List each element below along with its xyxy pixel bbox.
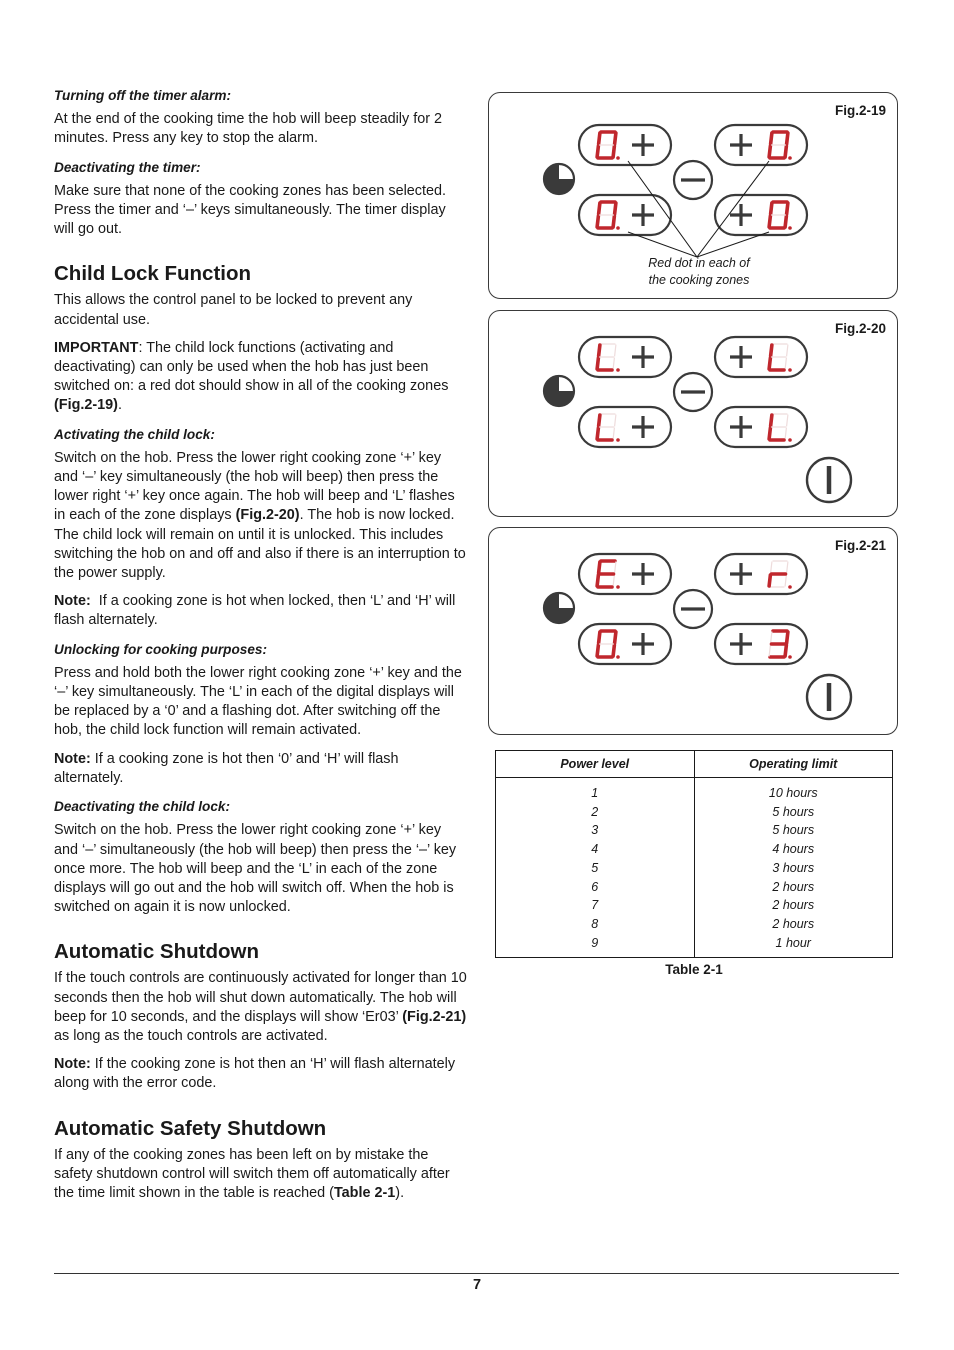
display-segment: [597, 358, 598, 369]
decimal-dot: [788, 368, 792, 372]
figure-label: Fig.2-19: [834, 103, 886, 118]
display-segment: [599, 415, 600, 426]
safety-table-ref: Table 2-1: [333, 1184, 396, 1201]
decimal-dot: [788, 156, 792, 160]
operating-limit-cell: 4 hours: [772, 842, 815, 857]
header-power-level: Power level: [496, 751, 695, 778]
power-level-cell: 9: [591, 935, 599, 950]
important-text: : The child lock functions (activating and deactivating) can only be used when the hob has just been switched on: a red dot should show in all of the cooking zones: [54, 339, 449, 395]
operating-limit-cell: 2 hours: [772, 898, 815, 913]
deactivating-heading: Deactivating the child lock:: [54, 799, 231, 815]
display-segment: [599, 562, 600, 573]
display-segment: [769, 575, 770, 586]
zone-key-left: [579, 125, 671, 165]
safety-paragraph: [54, 1146, 468, 1204]
power-level-cell: 2: [591, 804, 599, 819]
zone-key-outline: [715, 407, 807, 447]
display-segment: [613, 146, 614, 157]
zone-key-left: [579, 624, 671, 664]
display-segment: [785, 146, 786, 157]
display-segment: [597, 575, 598, 586]
figure-label: Fig.2-21: [834, 538, 886, 553]
power-level-cell: 6: [591, 879, 599, 894]
important-fig-ref: (Fig.2-19): [54, 397, 118, 414]
minus-key: [674, 373, 712, 411]
note-3: [54, 1055, 468, 1093]
timer-icon: [544, 376, 574, 406]
power-level-cell: 8: [591, 916, 599, 931]
minus-key: [674, 590, 712, 628]
display-segment: [597, 645, 598, 656]
minus-key: [674, 161, 712, 199]
auto-shutdown-fig-ref: (Fig.2-21): [402, 1008, 467, 1025]
zone-key-outline: [579, 624, 671, 664]
activating-text-2: . The hob is now locked. The child lock will remain on until it is unlocked. This includes switching the hob on and off and also if there is an interruption to the power supply.: [54, 507, 466, 582]
display-segment: [613, 216, 614, 227]
zone-key-right: [715, 125, 807, 165]
display-segment: [769, 146, 770, 157]
safety-end: ).: [395, 1184, 405, 1201]
zone-key-left: [579, 407, 671, 447]
note-3-label: Note:: [54, 1056, 91, 1073]
decimal-dot: [788, 226, 792, 230]
display-segment: [597, 428, 598, 439]
note-2-text: If a cooking zone is hot then ‘0’ and ‘H’ will flash alternately.: [54, 750, 399, 786]
zone-key-outline: [579, 125, 671, 165]
decimal-dot: [788, 438, 792, 442]
timer-alarm-heading: Turning off the timer alarm:: [54, 88, 231, 103]
left-column: [54, 86, 468, 1212]
auto-shutdown-heading: Automatic Shutdown: [54, 940, 259, 964]
safety-text: If any of the cooking zones has been left on by mistake the safety shutdown control will switch them off automatically after the time limit shown in the table is reached (: [54, 1146, 450, 1201]
power-level-cell: 1: [591, 786, 599, 800]
deactivate-timer-text: Make sure that none of the cooking zones has been selected. Press the timer and ‘–’ keys simultaneously. The timer display will go out.: [54, 182, 447, 238]
child-lock-heading: Child Lock Function: [54, 262, 252, 286]
power-level-table: [495, 750, 893, 958]
important-paragraph: [54, 339, 468, 416]
decimal-dot: [616, 226, 620, 230]
display-segment: [785, 216, 786, 227]
power-level-cell: 3: [591, 823, 599, 838]
display-segment: [771, 415, 772, 426]
timer-icon: [544, 593, 574, 623]
decimal-dot: [616, 655, 620, 659]
auto-shutdown-paragraph: [54, 969, 468, 1046]
unlocking-heading: Unlocking for cooking purposes:: [54, 641, 267, 657]
activating-text: Switch on the hob. Press the lower right cooking zone ‘+’ key and ‘–’ key simultaneously (the hob will beep) then press the lower right ‘+’ key once again. The hob will beep and ‘L’ flashes in each of the zone displays: [54, 449, 455, 524]
figure-label: Fig.2-20: [834, 321, 886, 336]
zone-key-left: [579, 554, 671, 594]
note-1-label: Note:: [54, 593, 91, 610]
display-segment: [769, 216, 770, 227]
operating-limit-cell: 1 hour: [775, 935, 811, 950]
activating-paragraph: [54, 449, 468, 583]
power-level-column: [496, 778, 695, 958]
display-segment: [599, 345, 600, 356]
caption-line-2: the cooking zones: [648, 273, 750, 287]
note-1: [54, 592, 468, 630]
important-label: IMPORTANT: [54, 339, 139, 356]
zone-key-right: [715, 624, 807, 664]
display-segment: [785, 645, 786, 656]
zone-key-right: [715, 554, 807, 594]
display-segment: [599, 133, 600, 144]
timer-icon: [544, 164, 574, 194]
activating-fig-ref: (Fig.2-20): [235, 507, 300, 524]
operating-limit-cell: 2 hours: [772, 916, 815, 931]
display-segment: [597, 216, 598, 227]
decimal-dot: [788, 585, 792, 589]
decimal-dot: [616, 156, 620, 160]
auto-shutdown-text-2: as long as the touch controls are activated.: [54, 1027, 328, 1044]
zone-key-outline: [715, 624, 807, 664]
child-lock-intro: This allows the control panel to be locked to prevent any accidental use.: [54, 292, 413, 328]
display-segment: [597, 146, 598, 157]
operating-limit-column: [694, 778, 893, 958]
safety-shutdown-heading: Automatic Safety Shutdown: [54, 1116, 327, 1140]
hob-control-panel: [489, 528, 899, 736]
decimal-dot: [616, 438, 620, 442]
power-key: [807, 675, 851, 719]
note-1-text: If a cooking zone is hot when locked, then ‘L’ and ‘H’ will flash alternately.: [54, 593, 460, 629]
page-number: 7: [472, 1277, 482, 1293]
display-segment: [613, 645, 614, 656]
table-caption: Table 2-1: [665, 962, 723, 977]
activating-heading: Activating the child lock:: [54, 426, 215, 442]
display-segment: [787, 632, 788, 643]
decimal-dot: [788, 655, 792, 659]
operating-limit-cell: 2 hours: [772, 879, 815, 894]
footer-divider: [54, 1273, 899, 1274]
zone-key-outline: [579, 554, 671, 594]
zone-key-outline: [715, 554, 807, 594]
timer-alarm-text: At the end of the cooking time the hob will beep steadily for 2 minutes. Press any key to stop the alarm.: [54, 111, 442, 147]
figure-2-20: [488, 310, 898, 517]
unlocking-text: Press and hold both the lower right cooking zone ‘+’ key and the ‘–’ key simultaneously. The ‘L’ in each of the digital displays will be replaced by a ‘0’ and a flashing dot. After switching off the hob, the child lock function will remain activated.: [54, 664, 462, 739]
display-segment: [787, 133, 788, 144]
power-level-cell: 7: [591, 898, 599, 913]
note-2: [54, 750, 468, 788]
figure-2-21: [488, 527, 898, 735]
display-segment: [615, 133, 616, 144]
zone-key-outline: [715, 125, 807, 165]
deactivating-text: Switch on the hob. Press the lower right cooking zone ‘+’ key and ‘–’ simultaneously (the hob will beep) then press the ‘–’ key once more. The hob will beep and the ‘L’ in each of the zone displays will go out and the hob will switch off. When the hob is switched on again it is now unlocked.: [54, 822, 457, 916]
zone-key-outline: [715, 337, 807, 377]
pointer-arrow: [628, 232, 697, 257]
power-level-cell: 4: [591, 842, 599, 857]
note-3-text: If the cooking zone is hot then an ‘H’ will flash alternately along with the error code.: [54, 1056, 456, 1092]
display-segment: [771, 345, 772, 356]
decimal-dot: [616, 585, 620, 589]
display-segment: [771, 133, 772, 144]
figure-2-19: [488, 92, 898, 299]
display-segment: [599, 203, 600, 214]
decimal-dot: [616, 368, 620, 372]
display-segment: [599, 632, 600, 643]
zone-key-outline: [579, 407, 671, 447]
auto-shutdown-text: If the touch controls are continuously activated for longer than 10 seconds then the hob will shut down automatically. The hob will beep for 10 seconds, and the displays will show ‘Er03’: [54, 970, 467, 1025]
display-segment: [771, 203, 772, 214]
operating-limit-cell: 5 hours: [772, 804, 815, 819]
note-2-label: Note:: [54, 750, 91, 767]
display-segment: [787, 203, 788, 214]
zone-key-left: [579, 337, 671, 377]
power-key: [807, 458, 851, 502]
operating-limit-cell: 3 hours: [772, 860, 815, 875]
zone-key-right: [715, 337, 807, 377]
power-level-cell: 5: [591, 860, 599, 875]
zone-key-right: [715, 407, 807, 447]
operating-limit-cell: 5 hours: [772, 823, 815, 838]
display-segment: [615, 203, 616, 214]
operating-limit-cell: 10 hours: [768, 786, 818, 800]
caption-line-1: Red dot in each of: [648, 256, 750, 270]
figure-caption: [609, 255, 789, 289]
important-end: .: [117, 397, 122, 414]
hob-control-panel: [489, 311, 899, 518]
zone-key-outline: [579, 337, 671, 377]
deactivate-timer-heading: Deactivating the timer:: [54, 159, 201, 175]
display-segment: [769, 428, 770, 439]
display-segment: [769, 358, 770, 369]
display-segment: [615, 632, 616, 643]
header-operating-limit: Operating limit: [694, 751, 893, 778]
